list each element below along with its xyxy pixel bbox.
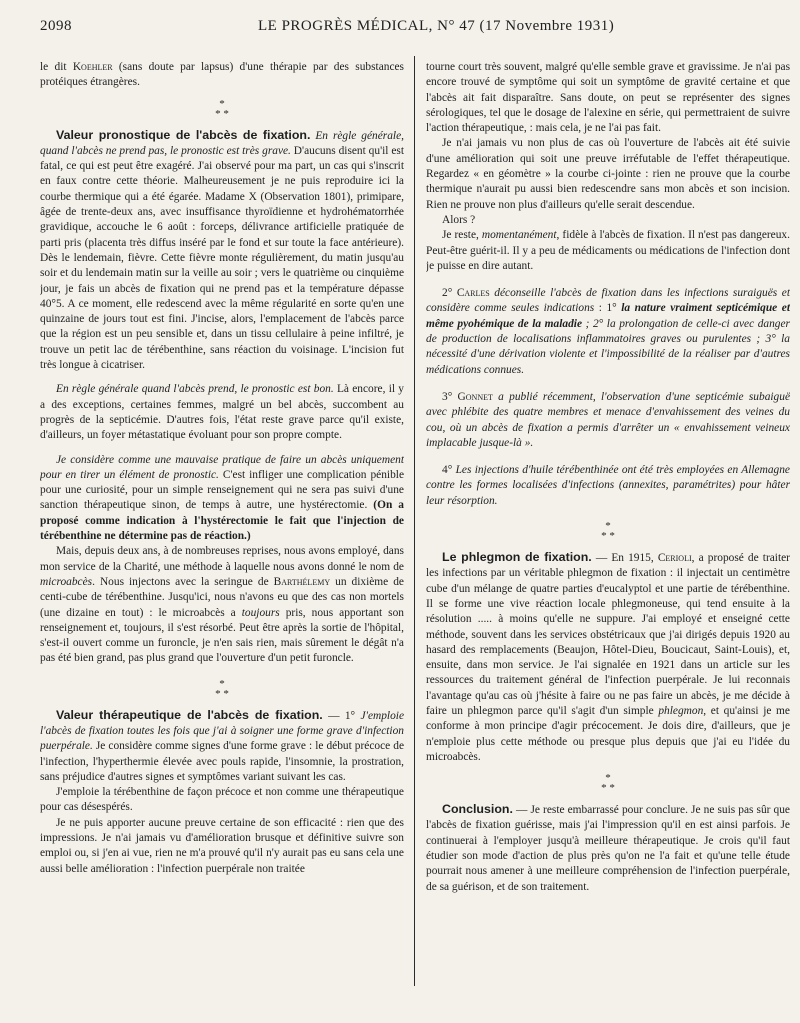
paragraph: 4° Les injections d'huile térébenthinée ont été très employées en Allemagne contre les formes localisées d'infections (annexites, paramétrites) pour hâter leur résorption. — [426, 464, 790, 507]
author-name: Koehler — [72, 61, 113, 73]
paragraph: Je ne puis apporter aucune preuve certaine de son efficacité : rien que des impressions. Je n'ai jamais vu d'amélioration brusque et définitive suivre son emploi ou, si j'en ai vue, rien ne m'a prouvé qu'il n'y aurait pas eu sans cela une aussi belle amélioration : l'infection puerpérale non traitée — [40, 816, 404, 875]
paragraph: Mais, depuis deux ans, à de nombreuses reprises, nous avons employé, dans mon service de la Charité, une méthode à laquelle nous avons donné le nom de microabcès. Nous injectons avec la seringue de Barthélemy un dixième de centi-cube de térébenthine. Jusqu'ici, nous n'avons eu que des cas non mortels (une dizaine en tout) : le microabcès a toujours pris, nous apportant son renseignement et, toujours, il s'est résorbé. Peut être après la sortie de l'hôpital, s'est-il ouvert comme un furoncle, je n'en sais rien, mais sûrement le dégât n'a pas été bien grand, pas plus grand que l'ouverture d'un petit furoncle. — [40, 545, 404, 665]
paragraph: Je considère comme une mauvaise pratique de faire un abcès uniquement pour en tirer un élément de pronostic. C'est infliger une complication pénible pour une curiosité, pour un simple renseignement qui ne sera pas suivi d'une sanction thérapeutique sinon, de temps à autre, une hystérectomie. (On a proposé comme indication à l'hystérectomie le fait que l'injection de térébenthine ne détermine pas de réaction.) — [40, 453, 404, 543]
section-separator: * * * — [215, 97, 229, 120]
section-title: Le phlegmon de fixation. — [442, 550, 592, 565]
column-divider — [414, 56, 415, 986]
section-separator: * * * — [601, 772, 615, 795]
paragraph: Je reste, momentanément, fidèle à l'abcès de fixation. Il n'est pas dangereux. Peut-être guérit-il. Il y a peu de médicaments ou médications de l'infection dont je puisse en dire autant. — [426, 229, 790, 272]
page-number: 2098 — [40, 18, 72, 34]
author-name: Barthélemy — [273, 575, 331, 588]
paragraph: Alors ? — [442, 213, 476, 226]
paragraph: le dit Koehler (sans doute par lapsus) d'une thérapie par des substances protéiques étrangères. — [40, 61, 404, 89]
paragraph: En règle générale quand l'abcès prend, le pronostic est bon. Là encore, il y a des exceptions, certaines femmes, malgré un bel abcès, succombent au progrès de la septicémie. D'autres fois, l'état reste grave parce qu'il existe, d'ailleurs, un foyer métastatique évoluant pour son propre compte. — [40, 383, 404, 442]
section-title: Valeur thérapeutique de l'abcès de fixation. — [56, 707, 323, 722]
author-name: Cerioli — [657, 552, 692, 565]
paragraph: 2° Carles déconseille l'abcès de fixation dans les infections suraiguës et considère comme seules indications : 1° la nature vraiment septicémique et même pyohémique de la maladie ; 2° la prolongation de celle-ci avec danger de production de localisations inflammatoires graves ou purulentes ; 3° la nécessité d'une dérivation violente et l'impossibilité de la réaliser par d'autres médications connues. — [426, 287, 790, 376]
author-name: Gonnet — [457, 390, 493, 403]
page-header — [40, 18, 782, 40]
section-title: Valeur pronostique de l'abcès de fixation. — [56, 127, 311, 142]
author-name: Carles — [456, 287, 490, 300]
paragraph: Valeur pronostique de l'abcès de fixation. En règle générale, quand l'abcès ne prend pas, le pronostic est très grave. D'aucuns disent qu'il est fatal, ce qui est peut être exagéré. J'ai observé pour ma part, un cas qui s'inscrit en faux contre cette théorie. Malheureusement je ne puis reproduire ici la courbe thermique qui a été égarée. Madame X (Observation 1801), primipare, âgée de trente-deux ans, avec insuffisance thyroïdienne et hydrohématorrhée gravidique, accouche le 6 août : forceps, délivrance artificielle pratiquée de parti pris (placenta très diffus inséré par le fond et sur toute la face antérieure). Dès le lendemain, fièvre. Cette fièvre monte régulièrement, du matin jusqu'au soir et du lendemain matin sur la veille au soir ; vers le quatrième ou cinquième jour, je fais un abcès de fixation qui ne prend pas et la température dépasse 40°5. A ce moment, elle redescend avec la même régularité en sorte qu'en une quinzaine de jours tout est fini. J'incise, alors, l'emplacement de l'abcès parce que la région est un peu sensible et, dans un tissu cellulaire à peine infiltré, je trouve un petit lac de térébenthine, sans réaction du voisinage. L'incision fut très longue à cicatriser. — [40, 127, 404, 372]
journal-running-title: LE PROGRÈS MÉDICAL, N° 47 (17 Novembre 1931) — [258, 18, 615, 34]
section-title: Conclusion. — [442, 802, 513, 817]
right-column — [426, 60, 790, 990]
paragraph: tourne court très souvent, malgré qu'elle semble grave et gravissime. Je n'ai pas encore trouvé de symptôme qui soit un symptôme de gravité certaine et que l'abcès ait fait disparaître. Sans doute, on peut se représenter des signes sérologiques, tel que le dosage de l'alexine en série, qui permettraient de suivre l'action thérapeutique, : mais cela, je ne l'ai pas fait. — [426, 61, 790, 135]
paragraph: Conclusion. — Je reste embarrassé pour conclure. Je ne suis pas sûr que l'abcès de fixation guérisse, mais j'ai l'impression qu'il en est ainsi parfois. Je continuerai à l'employer jusqu'à meilleure thérapeutique. Je crois qu'il faut étudier son mode d'action de plus près qu'on ne l'a fait et qu'une telle étude pourrait nous amener à une meilleure compréhension de l'infection puerpérale, de sa guérison, et de son traitement. — [426, 802, 790, 893]
paragraph: Le phlegmon de fixation. — En 1915, Cerioli, a proposé de traiter les infections par un véritable phlegmon de fixation : il injectait un centimètre cube d'un mélange de quatre parties d'eucalyptol et une partie de térébenthine. Il se forme une vive réaction locale phlegmoneuse, qui tend ensuite à la résolution ..... à moins qu'elle ne suppure. J'ai employé et enseigné cette méthode, souvent dans les services obstétricaux que j'ai dirigés depuis 1920 au hasard des remplacements (Beaujon, Hôtel-Dieu, Boucicaut, Saint-Louis), et, ensuite, dans mon service. Je l'ai signalée en 1921 dans un article sur les ressources du traitement général de l'infection puerpérale. Je lui reconnais l'avantage qu'au cas où j'hésite à faire ou ne pas faire un abcès, je me décide à faire un phlegmon parce qu'il s'agit d'un simple phlegmon, et qu'ainsi je me conforme à mon principe d'agir précocement. Je dois dire, d'ailleurs, que je n'emploie plus cette méthode ou presque plus depuis que j'ai eu l'idée du microabcès. — [426, 550, 790, 763]
left-column — [40, 60, 404, 990]
section-separator: * * * — [215, 677, 229, 700]
paragraph: 3° Gonnet a publié récemment, l'observation d'une septicémie subaiguë avec phlébite des quatre membres et menace d'envahissement des veines du cou, où un abcès de fixation a permis d'arrêter un « envahissement veineux implacable jusque-là ». — [426, 390, 790, 449]
paragraph: Je n'ai jamais vu non plus de cas où l'ouverture de l'abcès ait été suivie d'une amélioration qui soit une preuve irréfutable de l'effet thérapeutique. Regardez « en géomètre » la courbe ci-jointe : rien ne prouve que la courbe thermique n'aurait pu aussi bien redescendre sans mon abcès et son incision. Rien ne prouve non plus d'ailleurs qu'elle serait descendue. — [426, 137, 790, 211]
paragraph: Valeur thérapeutique de l'abcès de fixation. — 1° J'emploie l'abcès de fixation toutes les fois que j'ai à soigner une forme grave d'infection puerpérale. Je considère comme signes d'une forme grave : le début précoce de l'infection, l'hyperthermie élevée avec pouls rapide, l'insomnie, la prostration, sans préjudice d'autres signes et symptômes variant suivant les cas. — [40, 707, 404, 783]
paragraph: J'emploie la térébenthine de façon précoce et non comme une thérapeutique pour cas désespérés. — [40, 786, 404, 814]
section-separator: * * * — [601, 520, 615, 543]
